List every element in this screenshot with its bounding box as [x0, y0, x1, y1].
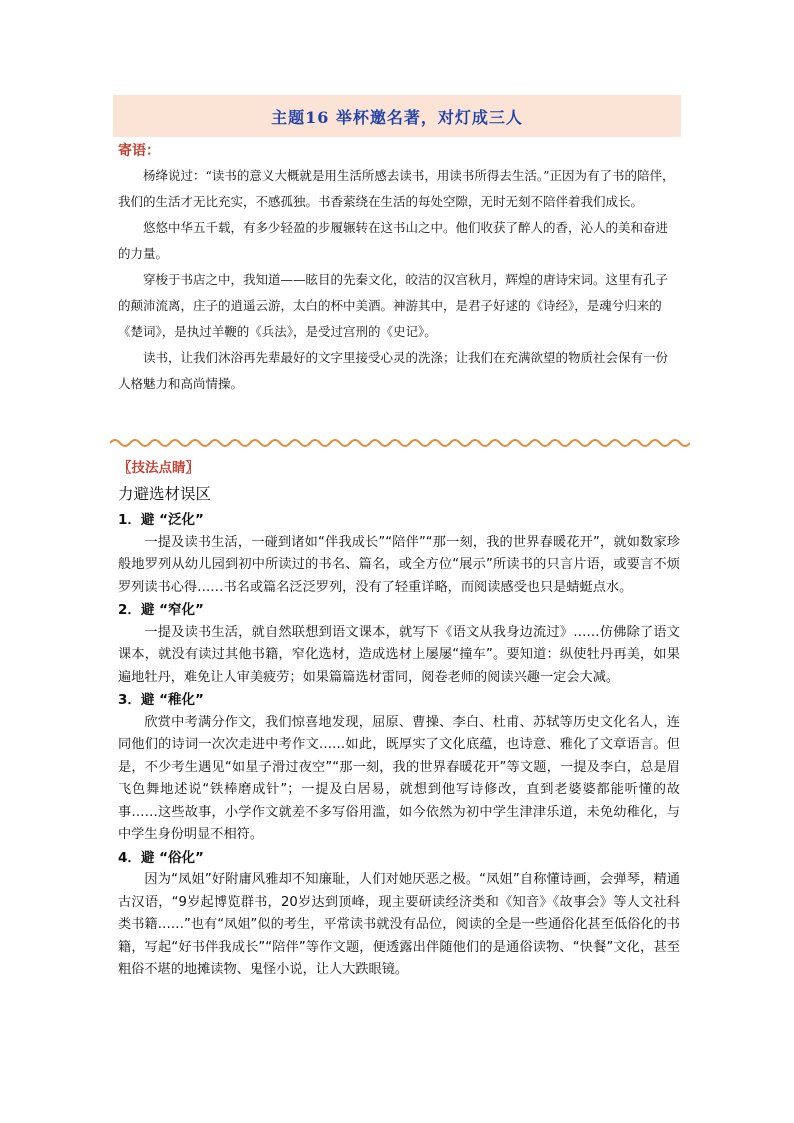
intro-paragraph: 穿梭于书店之中，我知道——眩目的先秦文化，皎洁的汉宫秋月，辉煌的唐诗宋词。这里有孔子的颠沛流离，庄子的逍遥云游，太白的杯中美酒。神游其中，是君子好逑的《诗经》，是魂兮归来的《楚词》，是执过羊鞭的《兵法》，是受过宫刑的《史记》。	[118, 272, 669, 339]
title-banner	[113, 95, 681, 137]
section-heading: 4．避 “俗化”	[118, 849, 204, 866]
main-content	[118, 483, 680, 982]
wavy-divider	[110, 436, 690, 450]
tip-label: 〖技法点睛〗	[118, 460, 199, 476]
intro-block	[118, 163, 680, 397]
page-title: 主题16 举杯邀名著，对灯成三人	[271, 108, 523, 127]
intro-paragraph: 悠悠中华五千载，有多少轻盈的步履辗转在这书山之中。他们收获了醉人的香，沁人的美和奋进的力量。	[118, 220, 669, 261]
section-body: 一提及读书生活，就自然联想到语文课本，就写下《语文从我身边流过》……仿佛除了语文课本，就没有读过其他书籍，窄化选材，造成选材上屡屡“撞车”。要知道：纵使牡丹再美，如果遍地牡丹，难免让人审美疲劳；如果篇篇选材雷同，阅卷老师的阅读兴趣一定会大减。	[118, 624, 680, 685]
intro-paragraph: 杨绛说过：“读书的意义大概就是用生活所感去读书，用读书所得去生活。”正因为有了书的陪伴，我们的生活才无比充实，不感孤独。书香萦绕在生活的每处空隙，无时无刻不陪伴着我们成长。	[118, 168, 675, 209]
main-heading: 力避选材误区	[118, 485, 212, 503]
section-body: 因为“凤姐”好附庸风雅却不知廉耻，人们对她厌恶之极。“凤姐”自称懂诗画，会弹琴，精通古汉语，“9岁起博览群书，20岁达到顶峰，现主要研读经济类和《知音》《故事会》等人文社科类书籍……”也有“凤姐”似的考生，平常读书就没有品位，阅读的全是一些通俗化甚至低俗化的书籍，写起“好书伴我成长”“陪伴”等作文题，便透露出伴随他们的是通俗读物、“快餐”文化，甚至粗俗不堪的地摊读物、鬼怪小说，让人大跌眼镜。	[118, 872, 680, 977]
section-body: 一提及读书生活，一碰到诸如“伴我成长”“陪伴”“那一刻，我的世界春暖花开”，就如数家珍般地罗列从幼儿园到初中所读过的书名、篇名，或全方位“展示”所读书的只言片语，或要言不烦罗列读书心得……书名或篇名泛泛罗列，没有了轻重详略，而阅读感受也只是蜻蜓点水。	[118, 534, 680, 595]
section-heading: 2．避 “窄化”	[118, 602, 204, 618]
section-body: 欣赏中考满分作文，我们惊喜地发现，屈原、曹操、李白、杜甫、苏轼等历史文化名人，连同他们的诗词一次次走进中考作文……如此，既厚实了文化底蕴，也诗意、雅化了文章语言。但是，不少考生遇见“如星子滑过夜空”“那一刻，我的世界春暖花开”等文题，一提及李白，总是眉飞色舞地述说“铁棒磨成针”；一提及白居易，就想到他写诗修改，直到老婆婆都能听懂的故事……这些故事，小学作文就差不多写俗用滥，如今依然为初中学生津津乐道，未免幼稚化，与中学生身份明显不相符。	[118, 714, 680, 842]
intro-paragraph: 读书，让我们沐浴再先辈最好的文字里接受心灵的洗涤；让我们在充满欲望的物质社会保有一份人格魅力和高尚情操。	[118, 350, 669, 391]
section-heading: 3．避 “稚化”	[118, 692, 204, 708]
section-heading: 1．避 “泛化”	[118, 512, 204, 528]
intro-label: 寄语：	[118, 143, 160, 159]
